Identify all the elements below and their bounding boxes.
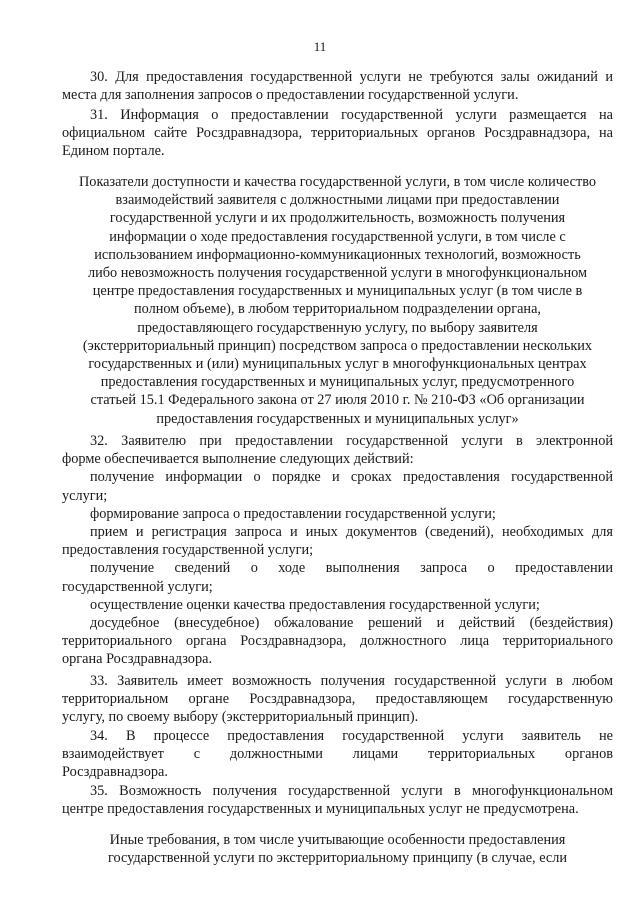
- text-line: 30. Для предоставления государственной услуги не требуются залы ожиданий и: [90, 69, 613, 85]
- list-item: получение сведений о ходе выполнения запроса о предоставлении: [90, 560, 613, 577]
- item-32: [62, 432, 613, 669]
- heading-line: либо невозможность получения государственной услуги в многофункциональном: [87, 265, 588, 282]
- text-line: 33. Заявитель имеет возможность получения государственной услуги в любом: [90, 673, 613, 689]
- heading-line: Показатели доступности и качества государственной услуги, в том числе количество: [78, 174, 597, 190]
- item-33: [62, 672, 613, 727]
- item-31: [62, 106, 613, 161]
- text-line: услугу, по своему выбору (экстерриториальный принцип).: [62, 709, 419, 726]
- list-item: прием и регистрация запроса и иных документов (сведений), необходимых для: [90, 524, 613, 541]
- text-line: форме обеспечивается выполнение следующих действий:: [62, 451, 414, 468]
- section-heading-accessibility: [50, 173, 625, 428]
- text-line: Едином портале.: [62, 143, 165, 160]
- text-line: Росздравнадзора.: [62, 764, 168, 781]
- text-line: предоставления государственной услуги;: [62, 542, 314, 559]
- text-line: 35. Возможность получения государственной услуги в многофункциональном: [90, 783, 613, 799]
- heading-line: центре предоставления государственных и муниципальных услуг (в том числе в: [92, 283, 583, 300]
- page-number: 11: [313, 39, 327, 54]
- text-line: 34. В процессе предоставления государственной услуги заявитель не: [90, 728, 613, 744]
- heading-line: государственной услуги по экстерриториальному принципу (в случае, если: [107, 850, 568, 867]
- text-line: центре предоставления государственных и муниципальных услуг не предусмотрена.: [62, 801, 579, 818]
- heading-line: полном объеме), в любом территориальном подразделении органа,: [134, 301, 541, 318]
- text-line: территориальном органе Росздравнадзора, предоставляющем государственную: [62, 691, 613, 708]
- text-line: 31. Информация о предоставлении государственной услуги размещается на: [90, 107, 613, 123]
- list-item: осуществление оценки качества предоставления государственной услуги;: [90, 596, 540, 613]
- list-item: получение информации о порядке и сроках предоставления государственной: [90, 469, 613, 486]
- heading-line: предоставления государственных и муниципальных услуг»: [156, 410, 519, 427]
- item-30: [62, 68, 613, 104]
- section-heading-other-requirements: [50, 831, 625, 867]
- heading-line: государственных и (или) муниципальных услуг в многофункциональных центрах: [88, 356, 587, 373]
- item-34: [62, 727, 613, 782]
- heading-line: информации о ходе предоставления государственной услуги, в том числе с: [109, 228, 566, 245]
- text-line: 32. Заявителю при предоставлении государственной услуги в электронной: [90, 433, 613, 449]
- text-line: места для заполнения запросов о предоставлении государственной услуги.: [62, 87, 519, 104]
- text-line: услуги;: [62, 487, 108, 504]
- heading-line: предоставления государственных и муниципальных услуг, предусмотренного: [100, 374, 575, 391]
- heading-line: предоставляющего государственную услугу, по выбору заявителя: [137, 319, 538, 336]
- heading-line: статьей 15.1 Федерального закона от 27 июля 2010 г. № 210-ФЗ «Об организации: [90, 392, 585, 409]
- list-item: формирование запроса о предоставлении государственной услуги;: [90, 505, 496, 522]
- list-item: досудебное (внесудебное) обжалование решений и действий (бездействия): [90, 615, 613, 632]
- item-35: [62, 782, 613, 818]
- heading-line: государственной услуги и их продолжительность, возможность получения: [109, 210, 566, 227]
- text-line: государственной услуги;: [62, 578, 213, 595]
- heading-line: (экстерриториальный принцип) посредством запроса о предоставлении нескольких: [82, 337, 593, 354]
- text-line: взаимодействует с должностными лицами территориальных органов: [62, 746, 613, 763]
- heading-line: использованием информационно-коммуникационных технологий, возможность: [94, 246, 581, 263]
- text-line: официальном сайте Росздравнадзора, территориальных органов Росздравнадзора, на: [62, 125, 613, 142]
- heading-line: Иные требования, в том числе учитывающие особенности предоставления: [109, 832, 566, 848]
- text-line: территориального органа Росздравнадзора, должностного лица территориального: [62, 633, 613, 650]
- heading-line: взаимодействий заявителя с должностными лицами при предоставлении: [115, 192, 560, 209]
- text-line: органа Росздравнадзора.: [62, 651, 213, 668]
